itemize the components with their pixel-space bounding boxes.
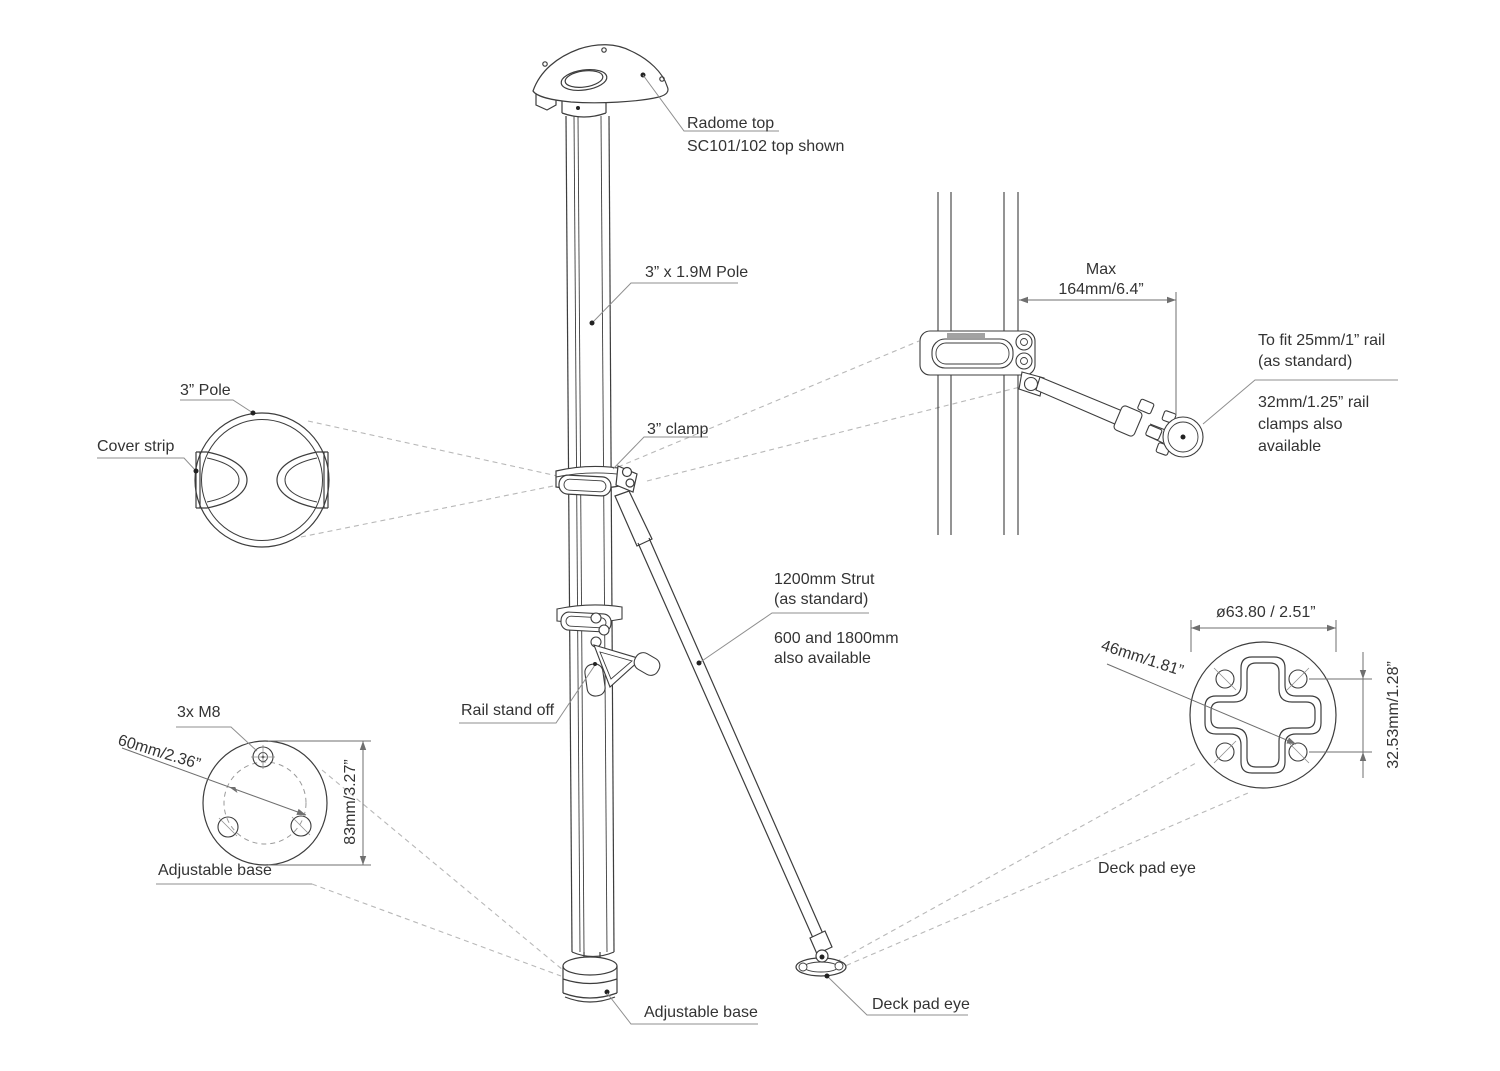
pole-label: 3” x 1.9M Pole <box>645 264 749 281</box>
rail-standoff-drawing <box>557 605 663 697</box>
pole-left-edge <box>566 116 572 952</box>
adjustable-base-drawing <box>563 952 617 1002</box>
strut-alt-label-2: also available <box>774 650 871 667</box>
rail-alt-label-1: 32mm/1.25” rail <box>1258 394 1370 411</box>
radome-top-sublabel: SC101/102 top shown <box>687 138 845 155</box>
rail-standoff-label: Rail stand off <box>461 702 555 719</box>
clamp-handle-inner <box>564 479 607 492</box>
pole-bottom-arc <box>572 952 614 957</box>
standoff-saddle-right <box>631 650 663 679</box>
rail-alt-label-3: available <box>1258 438 1322 455</box>
dim-63mm-label: ø63.80 / 2.51” <box>1216 604 1316 621</box>
rail-fit-label-2: (as standard) <box>1258 353 1353 370</box>
strut-label-2: (as standard) <box>774 591 869 608</box>
dim-63mm <box>1191 620 1336 652</box>
cross-section-pole-label: 3” Pole <box>180 382 231 399</box>
dim-83mm-label: 83mm/3.27” <box>342 759 359 845</box>
dim-60mm-label: 60mm/2.36” <box>115 731 203 774</box>
max-value-label: 164mm/6.4” <box>1058 281 1144 298</box>
base-detail-caption: Adjustable base <box>158 862 272 879</box>
cross-slot-outer <box>1205 657 1321 773</box>
leader-pole <box>592 283 738 323</box>
strut-alt-label-1: 600 and 1800mm <box>774 630 899 647</box>
leader-lines <box>97 75 1398 1024</box>
strut-top-sleeve <box>615 491 652 546</box>
collar-dot <box>576 106 580 110</box>
leader-3xm8 <box>176 727 257 751</box>
rail-fit-label-1: To fit 25mm/1” rail <box>1258 332 1386 349</box>
main-pole-drawing <box>566 116 614 957</box>
dashed-deckpad-to-detail-2 <box>838 793 1248 969</box>
adjustable-base-label: Adjustable base <box>644 1004 758 1021</box>
cover-strip-label: Cover strip <box>97 438 175 455</box>
dashed-clamp-to-railmount-1 <box>618 341 919 467</box>
deck-pad-eye-label: Deck pad eye <box>872 996 970 1013</box>
brand-mark <box>947 333 985 338</box>
leader-cover-strip <box>97 458 196 471</box>
dim-3253mm <box>1309 652 1372 778</box>
rail-mount-detail-drawing <box>920 192 1203 535</box>
bolts-label: 3x M8 <box>177 704 221 721</box>
max-label: Max <box>1085 261 1117 278</box>
dim-46mm-label: 46mm/1.81” <box>1098 637 1186 680</box>
pole-groove-3 <box>601 116 607 952</box>
clamp-label: 3” clamp <box>647 421 709 438</box>
leader-3in-pole <box>180 400 253 413</box>
dashed-crosssection-to-clamp-2 <box>301 484 563 537</box>
leader-clamp <box>613 437 708 469</box>
pole-right-edge <box>609 116 614 952</box>
rail-alt-label-2: clamps also <box>1258 416 1343 433</box>
dim-max-164 <box>1019 292 1176 416</box>
dashed-crosssection-to-clamp-1 <box>308 421 562 477</box>
strut-drawing <box>615 491 846 976</box>
dashed-basedetail-to-base-2 <box>312 884 561 976</box>
strut-label-1: 1200mm Strut <box>774 571 875 588</box>
deck-pad-top-view-detail <box>1107 620 1372 788</box>
dim-3253mm-label: 32.53mm/1.28” <box>1385 661 1402 769</box>
pole-clamp-drawing <box>556 466 637 496</box>
pole-cross-section-detail <box>195 413 329 547</box>
deck-pad-detail-caption: Deck pad eye <box>1098 860 1196 877</box>
radome-top-label: Radome top <box>687 115 775 132</box>
